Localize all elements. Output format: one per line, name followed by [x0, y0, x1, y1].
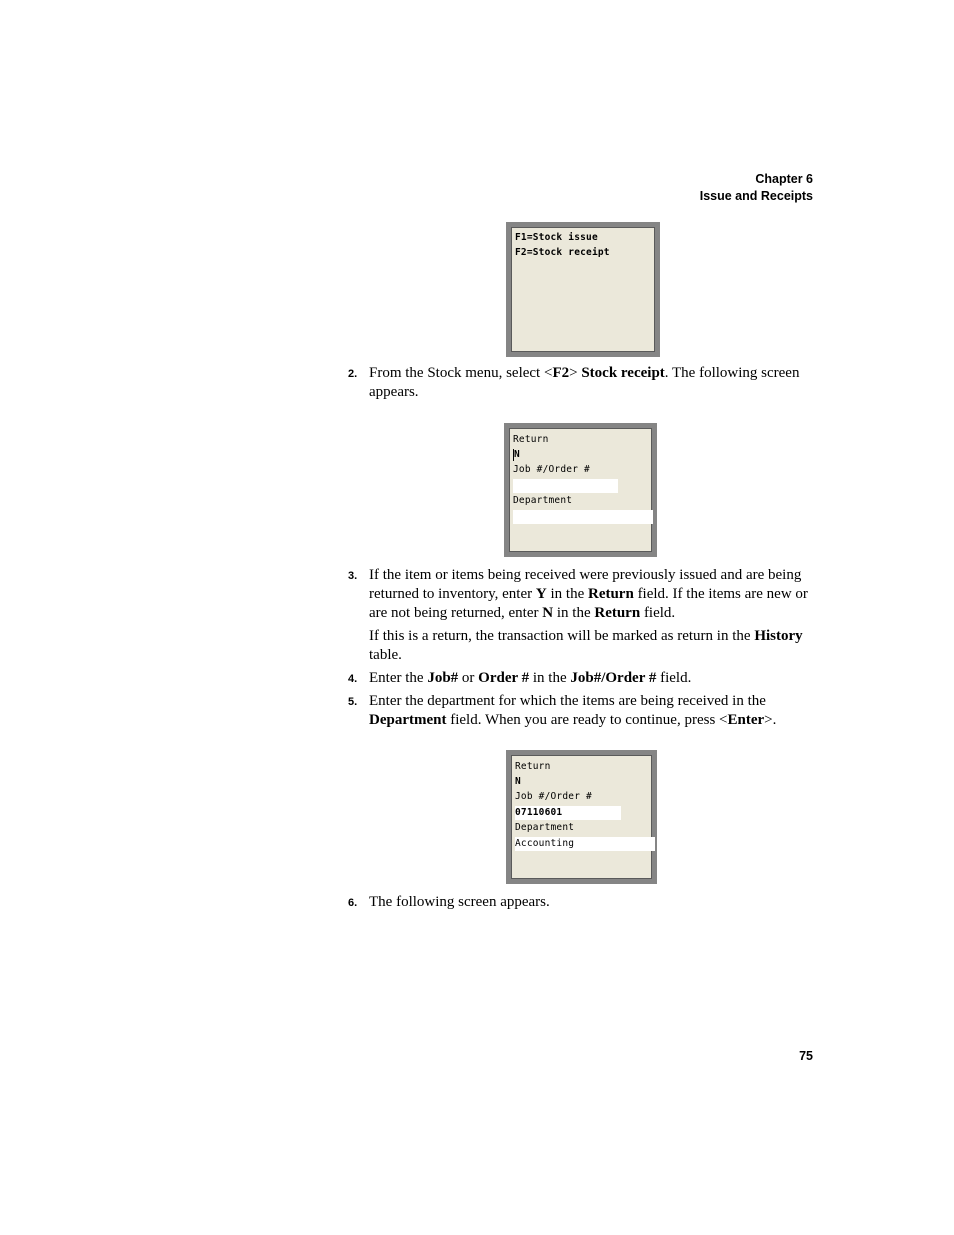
step-number: 6. — [348, 897, 358, 909]
chapter-title: Issue and Receipts — [699, 189, 813, 203]
receipt-form-filled-screenshot — [506, 750, 657, 884]
running-header — [700, 171, 813, 205]
step-number: 3. — [348, 570, 358, 582]
step-3: 3. If the item or items being received were previously issued and are being returned to inventory, enter Y in the Return field. If the items are new or are not being returned, enter N in the Return field. — [348, 567, 808, 621]
job-order-label: Job #/Order # — [513, 464, 590, 475]
department-label: Department — [515, 822, 575, 833]
step-4: 4. Enter the Job# or Order # in the Job#/Order # field. — [348, 669, 814, 688]
step-2: 2. From the Stock menu, select <F2> Stock receipt. The following screen appears. — [348, 365, 800, 400]
department-field[interactable]: Accounting — [515, 837, 655, 851]
job-order-field[interactable]: 07110601 — [515, 806, 621, 820]
step-number: 5. — [348, 696, 358, 708]
history-term: History — [754, 628, 803, 644]
department-label: Department — [513, 495, 573, 506]
return-field[interactable]: N — [515, 776, 521, 787]
key-f2: F2 — [552, 365, 570, 381]
stock-menu-screenshot — [506, 222, 660, 357]
department-field[interactable] — [513, 510, 653, 524]
receipt-form-empty-screenshot — [504, 423, 657, 557]
page-number: 75 — [799, 1049, 813, 1063]
step-number: 4. — [348, 673, 358, 685]
menu-option-stock-issue[interactable]: F1=Stock issue — [515, 232, 598, 243]
menu-option-stock-receipt[interactable]: F2=Stock receipt — [515, 247, 610, 258]
job-order-field[interactable] — [513, 479, 618, 493]
step-number: 2. — [348, 368, 358, 380]
return-note: If this is a return, the transaction will be marked as return in the History table. — [369, 628, 803, 663]
key-enter: Enter — [727, 712, 765, 728]
job-order-label: Job #/Order # — [515, 791, 592, 802]
stock-receipt-term: Stock receipt — [581, 365, 665, 381]
chapter-label: Chapter 6 — [755, 172, 813, 186]
step-6: 6. The following screen appears. — [348, 893, 814, 912]
return-field[interactable]: N — [514, 449, 520, 460]
return-label: Return — [515, 761, 551, 772]
step-5: 5. Enter the department for which the items are being received in the Department field. When you are ready to continue, press <Enter>. — [348, 693, 777, 728]
return-label: Return — [513, 434, 549, 445]
